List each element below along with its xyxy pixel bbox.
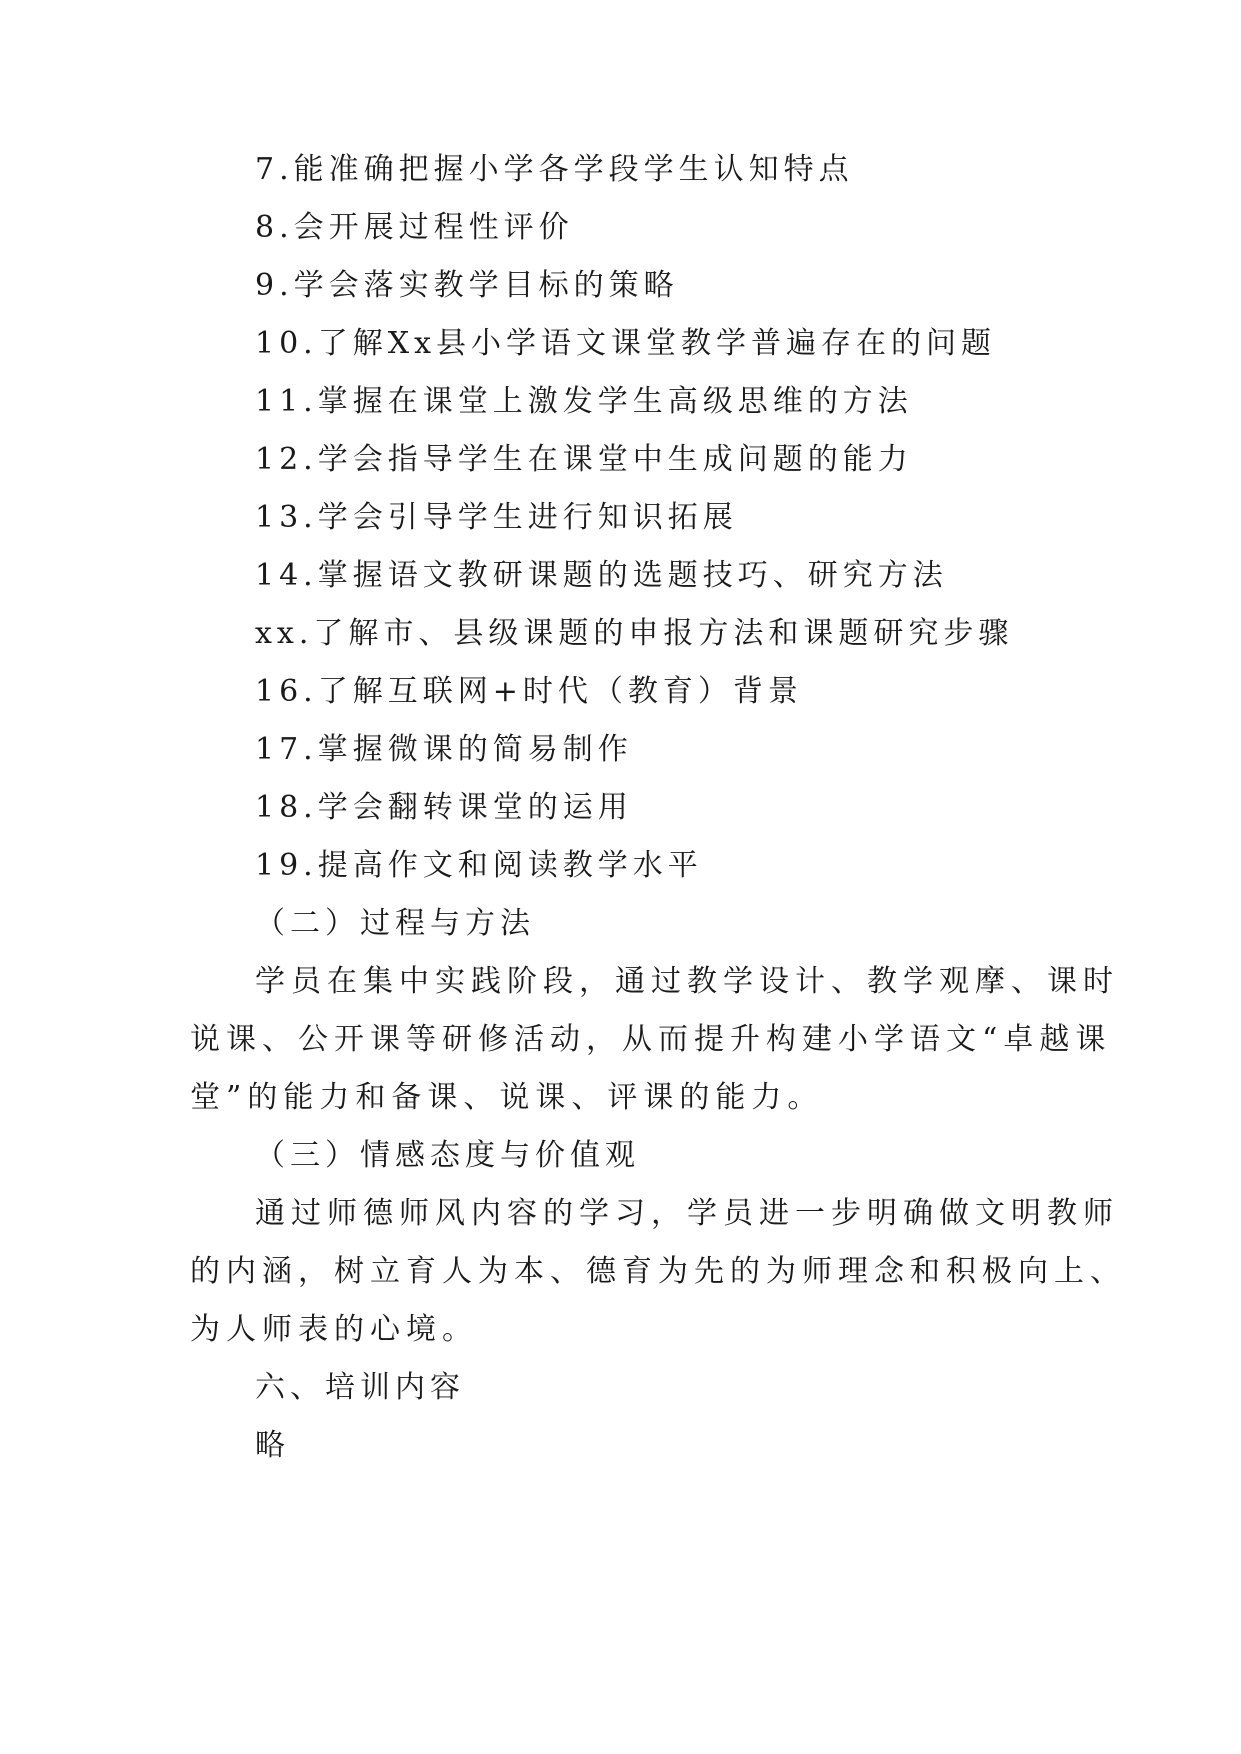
list-item: 7.能准确把握小学各学段学生认知特点 — [255, 152, 854, 187]
list-item: 19.提高作文和阅读教学水平 — [255, 848, 703, 883]
section-body: 略 — [255, 1428, 290, 1463]
list-item: 14.掌握语文教研课题的选题技巧、研究方法 — [255, 558, 948, 593]
paragraph-line: 堂”的能力和备课、说课、评课的能力。 — [190, 1080, 824, 1115]
paragraph-line: 学员在集中实践阶段，通过教学设计、教学观摩、课时 — [255, 964, 1119, 999]
list-item: 13.学会引导学生进行知识拓展 — [255, 500, 738, 535]
list-item: 8.会开展过程性评价 — [255, 210, 574, 245]
list-item: xx.了解市、县级课题的申报方法和课题研究步骤 — [255, 616, 1014, 651]
paragraph-line: 说课、公开课等研修活动，从而提升构建小学语文“卓越课 — [190, 1022, 1112, 1057]
list-item: 17.掌握微课的简易制作 — [255, 732, 633, 767]
list-item: 11.掌握在课堂上激发学生高级思维的方法 — [255, 384, 913, 419]
list-item: 12.学会指导学生在课堂中生成问题的能力 — [255, 442, 913, 477]
list-item: 9.学会落实教学目标的策略 — [255, 268, 679, 303]
section-heading: （二）过程与方法 — [255, 906, 535, 941]
list-item: 18.学会翻转课堂的运用 — [255, 790, 633, 825]
section-heading: 六、培训内容 — [255, 1370, 465, 1405]
section-heading: （三）情感态度与价值观 — [255, 1138, 640, 1173]
list-item: 16.了解互联网+时代（教育）背景 — [255, 674, 803, 709]
paragraph-line: 为人师表的心境。 — [190, 1312, 478, 1347]
paragraph-line: 的内涵，树立育人为本、德育为先的为师理念和积极向上、 — [190, 1254, 1126, 1289]
list-item: 10.了解Xx县小学语文课堂教学普遍存在的问题 — [255, 326, 996, 361]
paragraph-line: 通过师德师风内容的学习，学员进一步明确做文明教师 — [255, 1196, 1119, 1231]
